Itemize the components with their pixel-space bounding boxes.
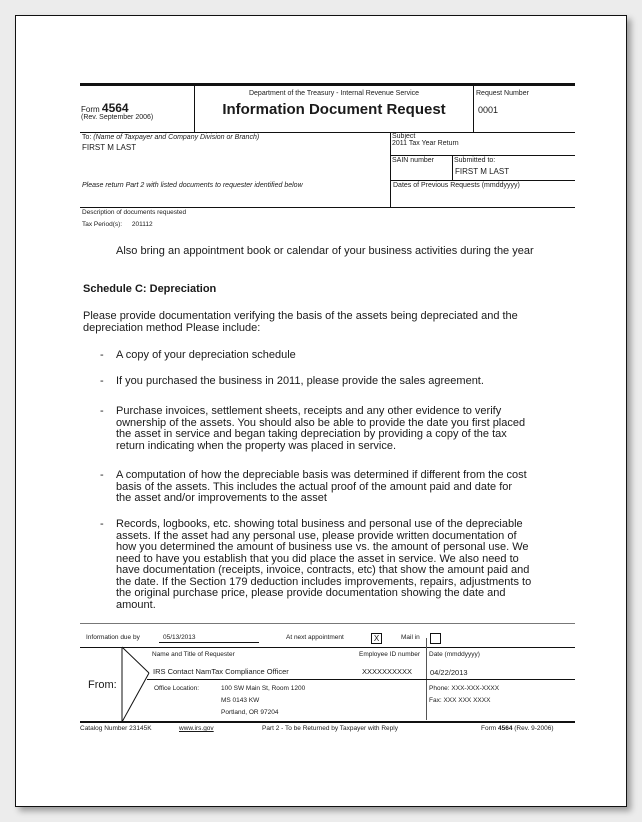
form-revision: (Rev. September 2006): [81, 114, 154, 121]
date-value: 04/22/2013: [430, 668, 468, 677]
from-arrow-shape: [16, 16, 628, 808]
catalog-number: Catalog Number 23145K: [80, 725, 152, 732]
requester-label: Name and Title of Requester: [152, 651, 235, 658]
taxpayer-name: FIRST M LAST: [82, 143, 137, 152]
request-number: 0001: [478, 105, 499, 115]
form-number: 4564: [101, 101, 129, 115]
to-hint: (Name of Taxpayer and Company Division or Branch): [93, 134, 260, 141]
fax: Fax: XXX XXX XXXX: [429, 697, 491, 704]
to-label: To: (Name of Taxpayer and Company Division or Branch): [82, 134, 260, 141]
request-number-label: Request Number: [476, 90, 529, 97]
part-note: Part 2 - To be Returned by Taxpayer with Reply: [262, 725, 398, 732]
employee-id-label: Employee ID number: [359, 651, 421, 658]
office-label: Office Location:: [154, 685, 200, 692]
from-label: From:: [88, 679, 117, 691]
list-item: - Purchase invoices, settlement sheets, receipts and any other evidence to verify ownership of the assets. You should also be able to provide the date you first placed the asset in service and began taking depreciation by providing a copy of the tax return indicating when the property was placed in service.: [100, 405, 526, 452]
page-title: Information Document Request: [222, 101, 446, 118]
list-item: - If you purchased the business in 2011, please provide the sales agreement.: [100, 375, 484, 387]
department-name: Department of the Treasury - Internal Revenue Service: [248, 90, 420, 97]
phone: Phone: XXX-XXX-XXXX: [429, 685, 500, 692]
subject-value: 2011 Tax Year Return: [392, 140, 459, 147]
previous-requests-label: Dates of Previous Requests (mmddyyyy): [393, 182, 520, 189]
intro-line-1: Please provide documentation verifying the basis of the assets being depreciated and the: [83, 310, 518, 322]
form-id: Form 4564: [81, 101, 129, 115]
return-note: Please return Part 2 with listed documents to requester identified below: [82, 182, 303, 189]
list-item: - A copy of your depreciation schedule: [100, 349, 296, 361]
sain-label: SAIN number: [392, 157, 435, 164]
next-appointment-label: At next appointment: [286, 634, 344, 641]
list-item: - A computation of how the depreciable basis was determined if different from the cost basis of the assets. This includes the actual proof of the amount paid and date for the asset and/or improvements to the asset: [100, 469, 527, 504]
date-label: Date (mmddyyyy): [429, 651, 480, 658]
due-date[interactable]: 05/13/2013: [159, 634, 259, 643]
office-line-1: 100 SW Main St, Room 1200: [221, 685, 306, 692]
footer-rule: [80, 721, 575, 723]
employee-id-value: XXXXXXXXXX: [362, 667, 413, 676]
footer-form-id: Form 4564 (Rev. 9-2006): [481, 725, 554, 732]
document-page: [15, 15, 627, 807]
office-line-3: Portland, OR 97204: [221, 709, 279, 716]
intro-line-2: depreciation method Please include:: [83, 322, 261, 334]
submitted-to-value: FIRST M LAST: [455, 167, 510, 176]
due-label: Information due by: [86, 634, 140, 641]
appointment-note: Also bring an appointment book or calendar of your business activities during the year: [116, 245, 534, 257]
tax-period: Tax Period(s): 201112: [82, 221, 153, 228]
schedule-heading: Schedule C: Depreciation: [83, 283, 217, 295]
irs-website-link[interactable]: www.irs.gov: [179, 725, 214, 732]
description-label: Description of documents requested: [82, 209, 187, 216]
requester-value: IRS Contact NamTax Compliance Officer: [153, 667, 289, 676]
mail-in-label: Mail in: [401, 634, 420, 641]
next-appointment-checkbox[interactable]: X: [371, 633, 382, 644]
submitted-to-label: Submitted to:: [454, 157, 496, 164]
list-item: - Records, logbooks, etc. showing total business and personal use of the depreciable assets. If the asset had any personal use, please provide written documentation of how you determined the amount of business use vs. the amount of personal use. We need to have you establish that you did place the asset in service. We also need to have documentation (receipts, invoice, contracts, etc) that show the amount paid and the date. If the Section 179 deduction includes improvements, repairs, adjustments to the original purchase price, please provide documentation showing the date and amount.: [100, 518, 532, 611]
subject-label: Subject: [392, 133, 416, 140]
office-line-2: MS 0143 KW: [221, 697, 260, 704]
rule: [147, 679, 575, 680]
